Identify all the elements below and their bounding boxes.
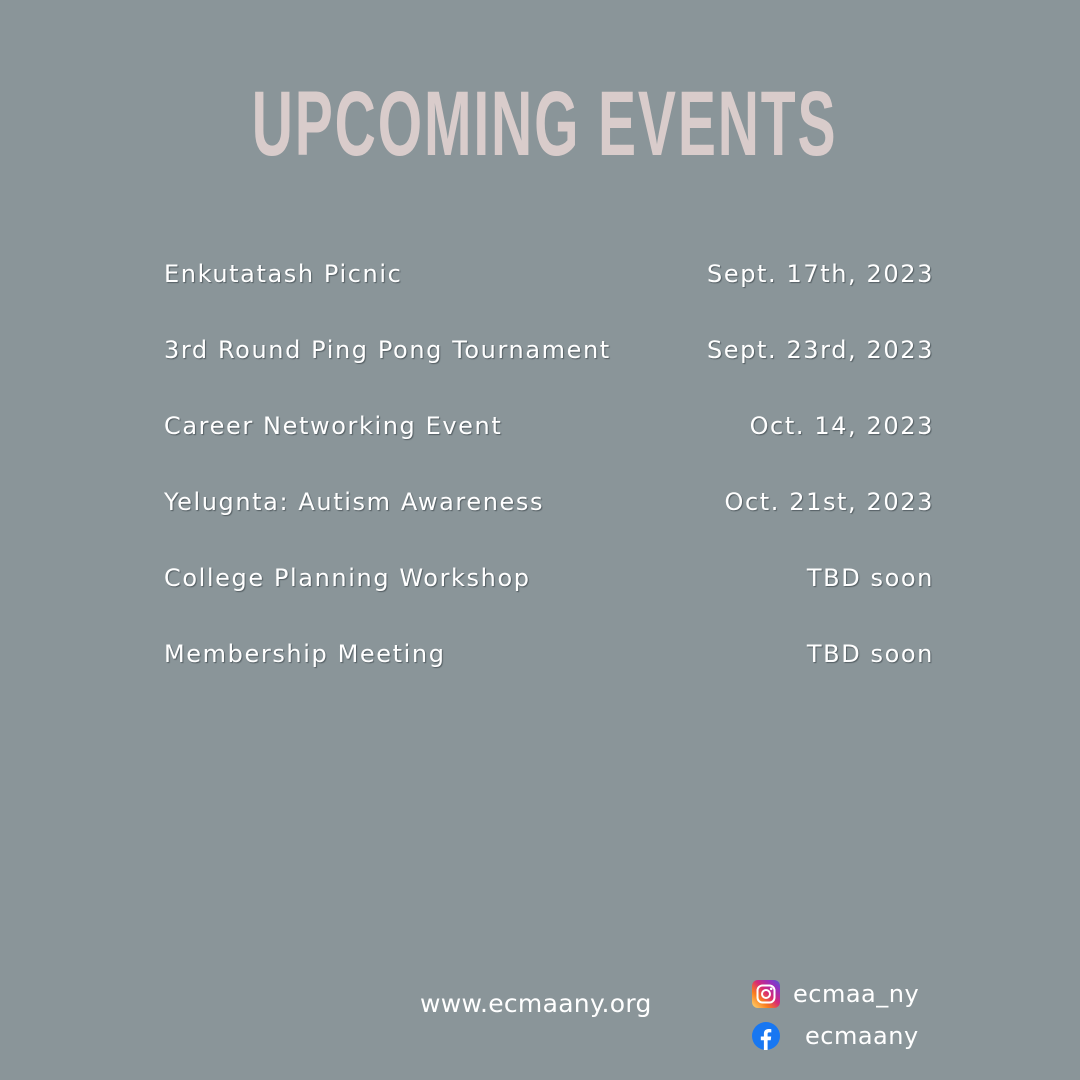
event-name: Yelugnta: Autism Awareness [164,488,545,516]
facebook-icon [752,1022,780,1050]
event-row [164,560,934,636]
facebook-link[interactable] [752,1020,919,1052]
event-date: TBD soon [806,564,934,592]
event-name: 3rd Round Ping Pong Tournament [164,336,611,364]
events-list [164,256,934,712]
event-row [164,636,934,712]
event-date: TBD soon [806,640,934,668]
event-row [164,408,934,484]
event-date: Sept. 17th, 2023 [707,260,934,288]
event-date: Oct. 14, 2023 [749,412,934,440]
event-date: Sept. 23rd, 2023 [706,336,934,364]
event-name: Enkutatash Picnic [164,260,403,288]
instagram-handle: ecmaa_ny [793,980,920,1008]
website-link[interactable]: www.ecmaany.org [420,989,652,1018]
event-row [164,484,934,560]
instagram-link[interactable] [752,978,919,1010]
event-name: Membership Meeting [164,640,446,668]
page-title: UPCOMING EVENTS [251,73,838,175]
instagram-icon [752,980,780,1008]
event-name: Career Networking Event [164,412,503,440]
event-row [164,256,934,332]
event-row [164,332,934,408]
event-name: College Planning Workshop [164,564,531,592]
facebook-handle: ecmaany [805,1022,919,1050]
event-date: Oct. 21st, 2023 [724,488,934,516]
